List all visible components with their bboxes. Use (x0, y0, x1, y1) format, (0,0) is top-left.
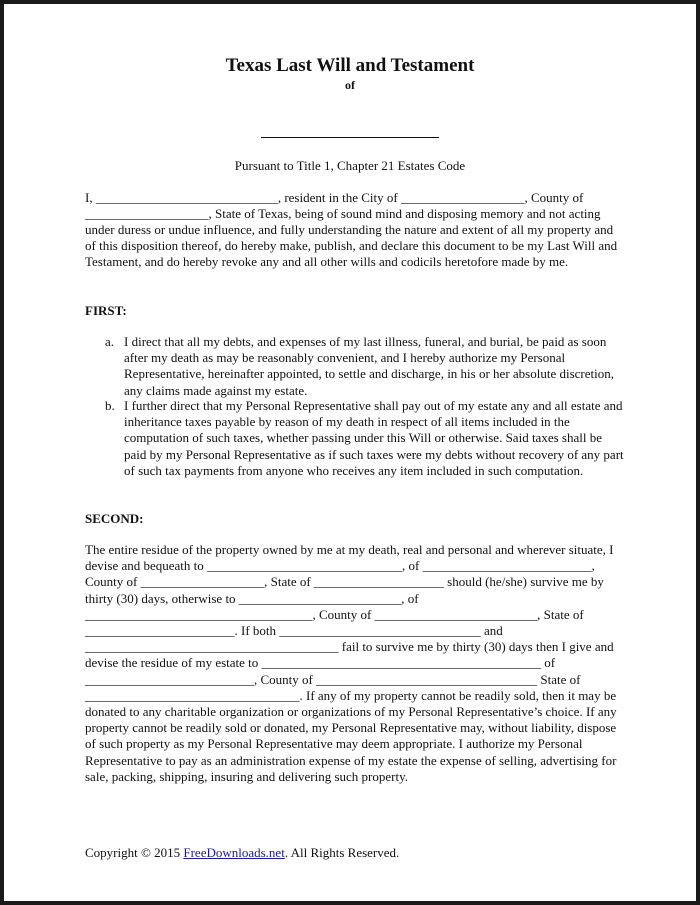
first-item-b (105, 398, 625, 479)
copyright-suffix: . All Rights Reserved. (284, 845, 400, 860)
copyright-prefix: Copyright © 2015 (85, 845, 184, 860)
document-title: Texas Last Will and Testament (225, 55, 475, 76)
testator-name-line (261, 137, 439, 138)
pursuant-line: Pursuant to Title 1, Chapter 21 Estates Code (234, 158, 466, 173)
freedownloads-link[interactable]: FreeDownloads.net (183, 845, 285, 860)
first-heading: FIRST: (85, 303, 127, 318)
item-marker: a. (105, 334, 115, 349)
second-paragraph: The entire residue of the property owned by me at my death, real and personal and wherever situate, I devise and bequeath to ______________________________, of __________________________, County of ___________________, State of ____________________ should (he/she) survive me by thirty (30) days, otherwise to _________________________, of ___________________________________, County of _________________________, State of _______________________. If both _______________________________ and _______________________________________ fail to survive me by thirty (30) days then I give and devise the residue of my estate to ___________________________________________ of __________________________, County of __________________________________ State of _________________________________. If any of my property cannot be readily sold, then it may be donated to any charitable organization or organizations of my Personal Representative’s choice. If any property cannot be readily sold or donated, my Personal Representative may, without liability, dispose of such property as my Personal Representative may deem appropriate. I authorize my Personal Representative to pay as an administration expense of my estate the expense of selling, advertising for sale, packing, shipping, insuring and delivering such property. (85, 542, 617, 784)
item-text: I direct that all my debts, and expenses of my last illness, funeral, and burial, be paid as soon after my death as may be reasonably convenient, and I hereby authorize my Personal Representative, hereinafter appointed, to settle and discharge, in his or her absolute discretion, any claims made against my estate. (124, 334, 614, 398)
title-of: of (345, 78, 355, 92)
first-item-a (105, 334, 625, 399)
item-text: I further direct that my Personal Representative shall pay out of my estate any and all estate and inheritance taxes payable by reason of my death in respect of all items included in the computation of such taxes, whether passing under this Will or otherwise. Said taxes shall be paid by my Personal Representative as if such taxes were my debts without recovery of any part of such tax payments from anyone who receives any item included in such computation. (124, 398, 624, 478)
item-marker: b. (105, 398, 115, 413)
second-heading: SECOND: (85, 511, 144, 526)
intro-paragraph: I, ____________________________, resident in the City of ___________________, County of ___________________, State of Texas, being of sound mind and disposing memory and not acting under duress or undue influence, and fully understanding the nature and extent of all my property and of this disposition thereof, do hereby make, publish, and declare this document to be my Last Will and Testament, and do hereby revoke any and all other wills and codicils heretofore made by me. (85, 190, 618, 269)
copyright-footer (85, 845, 399, 861)
